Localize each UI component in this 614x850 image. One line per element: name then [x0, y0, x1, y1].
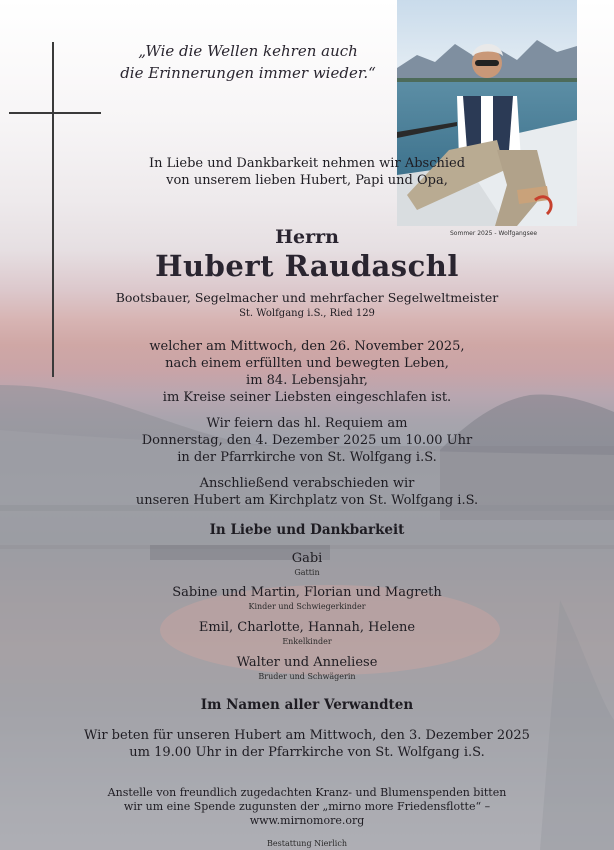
cross-vertical-bar	[52, 42, 54, 377]
donation-line-2: wir um eine Spende zugunsten der „mirno more Friedensflotte“ –	[123, 800, 491, 813]
death-line-4: im Kreise seiner Liebsten eingeschlafen ist.	[162, 390, 452, 405]
donation-line-1: Anstelle von freundlich zugedachten Kranz- und Blumenspenden bitten	[107, 786, 507, 799]
prayer-line-1: Wir beten für unseren Hubert am Mittwoch, den 3. Dezember 2025	[84, 728, 530, 743]
prayer-line-2: um 19.00 Uhr in der Pfarrkirche von St. Wolfgang i.S.	[129, 745, 485, 760]
donation-website: www.mirnomore.org	[249, 814, 365, 827]
undertaker: Bestattung Nierlich	[267, 839, 347, 848]
cross-horizontal-bar	[9, 112, 101, 114]
deceased-profession: Bootsbauer, Segelmacher und mehrfacher Segelweltmeister	[115, 290, 499, 305]
salutation: Herrn	[275, 226, 339, 248]
deceased-address: St. Wolfgang i.S., Ried 129	[239, 308, 375, 319]
death-line-3: im 84. Lebensjahr,	[246, 373, 368, 388]
requiem-line-3: in der Pfarrkirche von St. Wolfgang i.S.	[177, 450, 437, 465]
quote-line-2: die Erinnerungen immer wieder.“	[120, 64, 376, 82]
intro-line-2: von unserem lieben Hubert, Papi und Opa,	[166, 173, 448, 188]
mourner-relation: Gattin	[294, 568, 320, 577]
relatives-heading: Im Namen aller Verwandten	[200, 697, 414, 713]
death-line-2: nach einem erfüllten und bewegten Leben,	[165, 356, 449, 371]
mourner-names: Gabi	[291, 551, 323, 566]
mourner-relation: Enkelkinder	[282, 637, 332, 646]
mourner-names: Emil, Charlotte, Hannah, Helene	[198, 620, 416, 635]
intro-line-1: In Liebe und Dankbarkeit nehmen wir Abschied	[148, 156, 466, 171]
mourner-names: Sabine und Martin, Florian und Magreth	[172, 585, 442, 600]
farewell-line-2: unseren Hubert am Kirchplatz von St. Wolfgang i.S.	[135, 493, 479, 508]
photo-sailor-on-boat	[397, 0, 577, 226]
requiem-line-2: Donnerstag, den 4. Dezember 2025 um 10.00 Uhr	[141, 433, 473, 448]
mourner-names: Walter und Anneliese	[236, 655, 378, 670]
mourner-relation: Kinder und Schwiegerkinder	[248, 602, 366, 611]
photo-caption: Sommer 2025 - Wolfgangsee	[450, 230, 538, 237]
death-line-1: welcher am Mittwoch, den 26. November 2025,	[149, 339, 465, 354]
portrait-photo	[397, 0, 577, 226]
quote-line-1: „Wie die Wellen kehren auch	[138, 42, 358, 60]
deceased-name: Hubert Raudaschl	[155, 249, 459, 283]
farewell-line-1: Anschließend verabschieden wir	[199, 476, 415, 491]
requiem-line-1: Wir feiern das hl. Requiem am	[206, 416, 408, 431]
mourner-relation: Bruder und Schwägerin	[258, 672, 356, 681]
gratitude-heading: In Liebe und Dankbarkeit	[209, 522, 405, 538]
